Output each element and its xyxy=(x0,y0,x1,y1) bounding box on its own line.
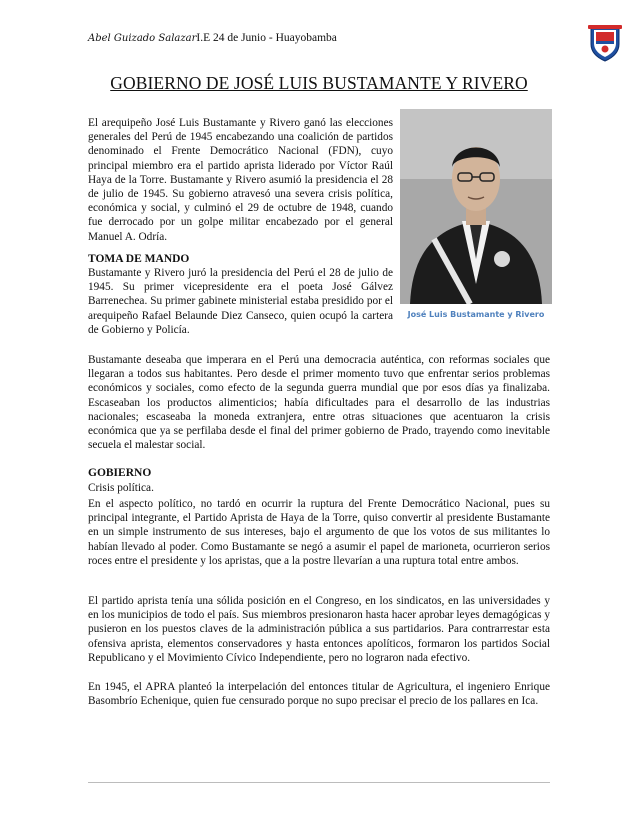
paragraph-democracia: Bustamante deseaba que imperara en el Perú una democracia auténtica, con reformas sociales que llegaran a todos sus habitantes. Pero desde el primer momento tuvo que enfrentar serios problemas económicos y sociales, como efecto de la segunda guerra mundial que por esos días ya finalizaba. Escaseaban los productos alimenticios; había dificultades para el desarrollo de las industrias nacionales; escaseaba la moneda extranjera, entre otras situaciones que acentuaron la crisis económica que ya se perfilaba desde el final del primer gobierno de Prado, trayendo como inevitable secuela el malestar social. xyxy=(88,354,550,452)
portrait-photo xyxy=(400,109,552,304)
page-title: GOBIERNO DE JOSÉ LUIS BUSTAMANTE Y RIVERO xyxy=(110,73,528,93)
portrait-image xyxy=(400,109,552,304)
header-school: I.E 24 de Junio - Huayobamba xyxy=(196,32,337,44)
page-header xyxy=(88,24,558,64)
photo-caption: José Luis Bustamante y Rivero xyxy=(407,310,545,319)
crisis-subheading: Crisis política. xyxy=(88,482,154,494)
intro-paragraph: El arequipeño José Luis Bustamante y Rivero ganó las elecciones generales del Perú de 1945 encabezando una coalición de partidos denominado el Frente Democrático Nacional (FDN), cuyo principal miembro era el partido aprista liderado por Víctor Raúl Haya de la Torre. Bustamante y Rivero asumió la presidencia el 28 de julio de 1945. Su gobierno atravesó una severa crisis política, económica y social, y culminó el 29 de octubre de 1948, cuando fue derrocado por un golpe militar encabezado por el general Manuel A. Odría. xyxy=(88,117,393,243)
paragraph-interpelacion: En 1945, el APRA planteó la interpelación del entonces titular de Agricultura, el ingeniero Enrique Basombrío Echenique, quien fue censurado porque no supo precisar el precio de los pallares en Ica. xyxy=(88,681,550,708)
footer-divider xyxy=(88,782,550,783)
paragraph-aprista: El partido aprista tenía una sólida posición en el Congreso, en los sindicatos, en las universidades y en los municipios de todo el país. Sus miembros presionaron hasta hacer aprobar leyes demagógicas y pusieron en los puestos claves de la administración pública a sus partidarios. Para contrarrestar esta ofensiva aprista, elementos conservadores y hasta entonces apolíticos, formaron los partidos Social Republicano y el Movimiento Cívico Independiente, pero no lograron nada efectivo. xyxy=(88,595,550,664)
header-text xyxy=(88,32,337,44)
gobierno-heading: GOBIERNO xyxy=(88,467,152,479)
header-author: Abel Guizado Salazar xyxy=(88,33,197,44)
toma-heading: TOMA DE MANDO xyxy=(88,253,190,265)
school-logo-icon xyxy=(588,24,622,62)
paragraph-ruptura: En el aspecto político, no tardó en ocurrir la ruptura del Frente Democrático Nacional, pues su principal integrante, el Partido Aprista de Haya de la Torre, quiso convertir al presidente Bustamante en un simple instrumento de sus intereses, bajo el argumento de que los votos de sus militantes lo habían llevado al poder. Como Bustamante se negó a asumir el papel de marioneta, ocurrieron serios roces entre el presidente y los apristas, que a la postre llevarían a una ruptura total entre ambos. xyxy=(88,498,550,567)
toma-paragraph: Bustamante y Rivero juró la presidencia del Perú el 28 de julio de 1945. Su primer vicepresidente era el poeta José Gálvez Barrenechea. Su primer gabinete ministerial estaba presidido por el arequipeño Rafael Belaunde Diez Canseco, quien ocupó la cartera de Gobierno y Policía. xyxy=(88,267,393,336)
